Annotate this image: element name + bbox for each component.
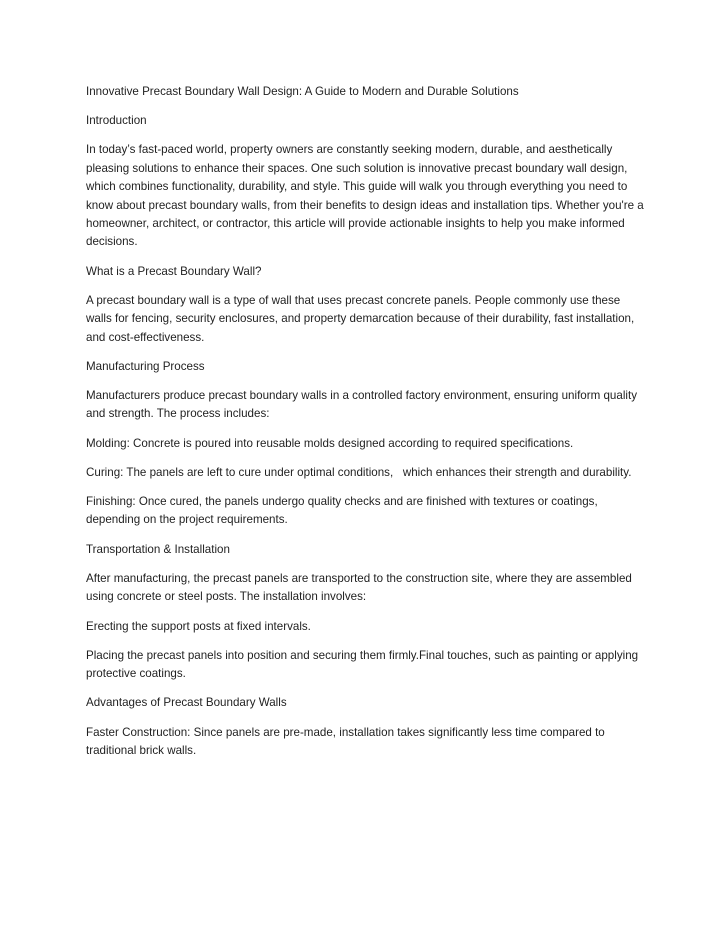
- heading-advantages: Advantages of Precast Boundary Walls: [86, 696, 287, 710]
- heading-transportation-installation: Transportation & Installation: [86, 542, 230, 556]
- paragraph-curing: Curing: The panels are left to cure under optimal conditions, which enhances their strength and durability.: [86, 465, 632, 479]
- paragraph-erecting-posts: Erecting the support posts at fixed intervals.: [86, 619, 311, 633]
- paragraph-manufacturing-process: Manufacturers produce precast boundary walls in a controlled factory environment, ensuring uniform quality and strength. The process includes:: [86, 389, 641, 421]
- paragraph-finishing: Finishing: Once cured, the panels undergo quality checks and are finished with textures or coatings, depending on the project requirements.: [86, 495, 601, 527]
- document-body: [86, 83, 646, 771]
- paragraph-placing-panels: Placing the precast panels into position and securing them firmly.Final touches, such as painting or applying protective coatings.: [86, 648, 642, 681]
- heading-manufacturing-process: Manufacturing Process: [86, 359, 205, 373]
- document-title: Innovative Precast Boundary Wall Design: A Guide to Modern and Durable Solutions: [86, 85, 519, 98]
- paragraph-molding: Molding: Concrete is poured into reusable molds designed according to required specifications.: [86, 436, 574, 450]
- heading-introduction: Introduction: [86, 114, 147, 128]
- paragraph-what-is-precast-wall: A precast boundary wall is a type of wall that uses precast concrete panels. People commonly use these walls for fencing, security enclosures, and property demarcation because of their durability, fast installation, and cost-effectiveness.: [86, 293, 638, 344]
- heading-what-is-precast-wall: What is a Precast Boundary Wall?: [86, 264, 262, 278]
- paragraph-faster-construction: Faster Construction: Since panels are pre-made, installation takes significantly less time compared to traditional brick walls.: [86, 725, 608, 757]
- paragraph-introduction: In today’s fast-paced world, property owners are constantly seeking modern, durable, and aesthetically pleasing solutions to enhance their spaces. One such solution is innovative precast boundary wall design, which combines functionality, durability, and style. This guide will walk you through everything you need to know about precast boundary walls, from their benefits to design ideas and installation tips. Whether you're a homeowner, architect, or contractor, this article will provide actionable insights to help you make informed decisions.: [86, 143, 647, 249]
- paragraph-transportation: After manufacturing, the precast panels are transported to the construction site, where they are assembled using concrete or steel posts. The installation involves:: [86, 571, 636, 604]
